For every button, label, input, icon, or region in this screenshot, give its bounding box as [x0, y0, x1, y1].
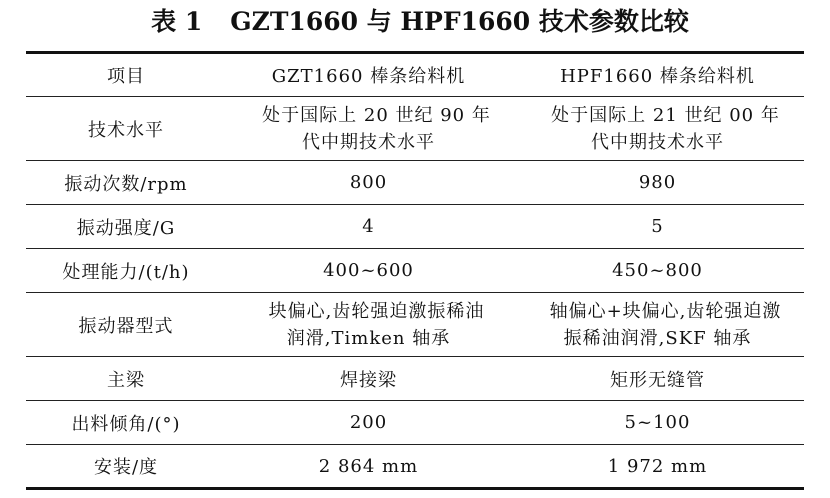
- cell-line: 润滑,Timken 轴承: [286, 327, 451, 349]
- table-row-vibration-intensity: [26, 205, 804, 249]
- table-title: GZT1660 与 HPF1660 技术参数比较: [230, 7, 689, 36]
- row-label: 振动器型式: [78, 315, 174, 337]
- cell-hpf1660: [511, 97, 804, 161]
- table-header-row: [26, 53, 804, 97]
- cell-line: 块偏心,齿轮强迫激振稀油: [268, 300, 485, 322]
- cell-line: 代中期技术水平: [591, 131, 724, 153]
- cell-hpf1660: 980: [638, 172, 677, 193]
- row-label: 技术水平: [88, 119, 164, 141]
- row-label: 主梁: [107, 369, 145, 391]
- table-row-discharge-angle: [26, 401, 804, 445]
- table-caption: [0, 2, 830, 42]
- row-label: 振动次数/rpm: [64, 173, 188, 195]
- cell-gzt1660: 4: [362, 216, 375, 237]
- header-gzt1660: GZT1660 棒条给料机: [271, 66, 466, 87]
- table-row-capacity: [26, 249, 804, 293]
- table-number: 表 1: [151, 7, 203, 36]
- row-label: 处理能力/(t/h): [62, 261, 190, 283]
- cell-gzt1660: 焊接梁: [340, 369, 397, 391]
- row-label: 出料倾角/(°): [71, 413, 181, 435]
- cell-line: 代中期技术水平: [302, 131, 435, 153]
- cell-line: 处于国际上 20 世纪 90 年: [262, 104, 491, 126]
- cell-gzt1660: [226, 293, 511, 357]
- cell-gzt1660: 400~600: [323, 260, 414, 281]
- row-label: 振动强度/G: [76, 217, 176, 239]
- cell-hpf1660: 矩形无缝管: [610, 369, 705, 391]
- header-hpf1660: HPF1660 棒条给料机: [560, 66, 755, 87]
- table-row-tech-level: [26, 97, 804, 161]
- cell-gzt1660: 2 864 mm: [318, 455, 419, 477]
- cell-hpf1660: 5: [651, 216, 664, 237]
- table-row-vibrator-type: [26, 293, 804, 357]
- cell-hpf1660: [511, 293, 804, 357]
- cell-hpf1660: 450~800: [612, 260, 703, 281]
- cell-hpf1660: 1 972 mm: [607, 455, 708, 477]
- cell-line: 振稀油润滑,SKF 轴承: [563, 327, 752, 349]
- parameter-comparison-table: [26, 51, 804, 490]
- cell-gzt1660: 200: [349, 412, 388, 433]
- cell-hpf1660: 5~100: [624, 412, 691, 433]
- row-label: 安装/度: [93, 457, 159, 478]
- header-item: 项目: [107, 66, 145, 87]
- cell-gzt1660: 800: [349, 172, 388, 193]
- cell-gzt1660: [226, 97, 511, 161]
- table-row-installation: [26, 445, 804, 489]
- table-row-vibration-frequency: [26, 161, 804, 205]
- cell-line: 处于国际上 21 世纪 00 年: [551, 104, 780, 126]
- cell-line: 轴偏心+块偏心,齿轮强迫激: [549, 300, 782, 322]
- table-row-main-beam: [26, 357, 804, 401]
